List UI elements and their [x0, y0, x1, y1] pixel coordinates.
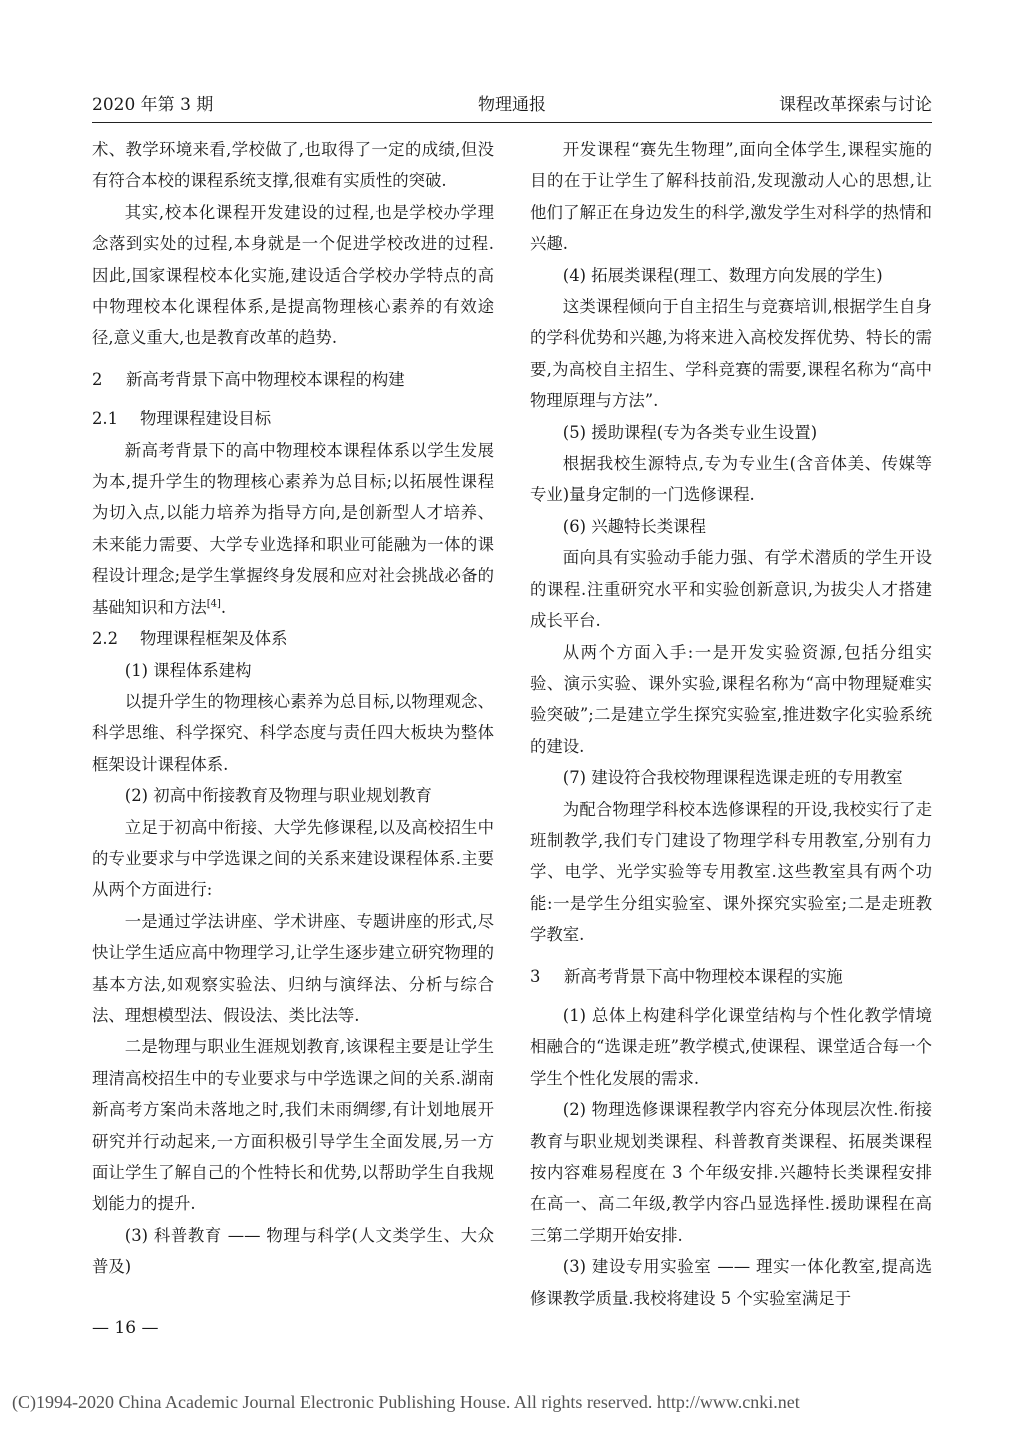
- paragraph: (3) 建设专用实验室 —— 理实一体化教室,提高选修课教学质量.我校将建设 5 个实验室满足于: [530, 1257, 932, 1308]
- column-title: 课程改革探索与讨论: [779, 95, 932, 115]
- subsection-heading: [92, 403, 494, 434]
- item-heading: (6) 兴趣特长类课程: [562, 516, 706, 536]
- section-title: 新高考背景下高中物理校本课程的构建: [126, 369, 405, 389]
- item-heading: (5) 援助课程(专为各类专业生设置): [562, 422, 818, 442]
- paragraph: 为配合物理学科校本选修课程的开设,我校实行了走班制教学,我们专门建设了物理学科专用教室,分别有力学、电学、光学实验等专用教室.这些教室具有两个功能:一是学生分组实验室、课外探究实验室;二是走班教学教室.: [530, 799, 932, 945]
- item-heading: (1) 课程体系建构: [124, 660, 252, 680]
- subsection-title: 物理课程框架及体系: [140, 629, 288, 649]
- subsection-number: 2.2: [92, 629, 119, 649]
- section-number: 3: [530, 966, 541, 986]
- item-heading: (2) 初高中衔接教育及物理与职业规划教育: [124, 786, 432, 806]
- right-column: [530, 134, 932, 1314]
- issue-label: 2020 年第 3 期: [92, 95, 214, 115]
- paragraph: 二是物理与职业生涯规划教育,该课程主要是让学生理清高校招生中的专业要求与中学选课之间的关系.湖南新高考方案尚未落地之时,我们未雨绸缪,有计划地展开研究并行动起来,一方面积极引导学生全面发展,另一方面让学生了解自己的个性特长和优势,以帮助学生自我规划能力的提升.: [92, 1037, 494, 1214]
- paragraph: 立足于初高中衔接、大学先修课程,以及高校招生中的专业要求与中学选课之间的关系来建设课程体系.主要从两个方面进行:: [92, 817, 494, 900]
- section-heading: [92, 364, 494, 395]
- paragraph: (2) 物理选修课课程教学内容充分体现层次性.衔接教育与职业规划类课程、科普教育类课程、拓展类课程按内容难易程度在 3 个年级安排.兴趣特长类课程安排在高一、高二年级,教学内容凸显选择性.援助课程在高三第二学期开始安排.: [530, 1100, 932, 1245]
- paragraph: 从两个方面入手:一是开发实验资源,包括分组实验、演示实验、课外实验,课程名称为“高中物理疑难实验突破”;二是建立学生探究实验室,推进数字化实验系统的建设.: [530, 642, 932, 756]
- copyright-footer: (C)1994-2020 China Academic Journal Electronic Publishing House. All rights reserved. http://www.cnki.net: [12, 1392, 800, 1412]
- item-heading: (3) 科普教育 —— 物理与科学(人文类学生、大众普及): [92, 1225, 494, 1277]
- subsection-title: 物理课程建设目标: [140, 409, 272, 429]
- page-number: — 16 —: [92, 1318, 159, 1338]
- paragraph: 根据我校生源特点,专为专业生(含音体美、传媒等专业)量身定制的一门选修课程.: [530, 454, 932, 505]
- section-title: 新高考背景下高中物理校本课程的实施: [564, 966, 843, 986]
- journal-title: 物理通报: [478, 95, 546, 115]
- item-heading: (4) 拓展类课程(理工、数理方向发展的学生): [562, 265, 883, 285]
- paragraph: [92, 435, 494, 623]
- subsection-heading: [92, 623, 494, 654]
- paragraph: 这类课程倾向于自主招生与竞赛培训,根据学生自身的学科优势和兴趣,为将来进入高校发挥优势、特长的需要,为高校自主招生、学科竞赛的需要,课程名称为“高中物理原理与方法”.: [530, 297, 932, 411]
- paragraph-end: .: [220, 597, 227, 617]
- subsection-number: 2.1: [92, 409, 119, 429]
- paragraph: 一是通过学法讲座、学术讲座、专题讲座的形式,尽快让学生适应高中物理学习,让学生逐步建立研究物理的基本方法,如观察实验法、归纳与演绎法、分析与综合法、理想模型法、假设法、类比法等.: [92, 911, 494, 1025]
- item-heading: (7) 建设符合我校物理课程选课走班的专用教室: [562, 768, 903, 788]
- paragraph: 面向具有实验动手能力强、有学术潜质的学生开设的课程.注重研究水平和实验创新意识,为拔尖人才搭建成长平台.: [530, 548, 932, 631]
- paragraph: 以提升学生的物理核心素养为总目标,以物理观念、科学思维、科学探究、科学态度与责任四大板块为整体框架设计课程体系.: [92, 691, 494, 774]
- paragraph-text: 新高考背景下的高中物理校本课程体系以学生发展为本,提升学生的物理核心素养为总目标;以拓展性课程为切入点,以能力培养为指导方向,是创新型人才培养、未来能力需要、大学专业选择和职业可能融为一体的课程设计理念;是学生掌握终身发展和应对社会挑战必备的基础知识和方法: [92, 440, 494, 617]
- section-number: 2: [92, 369, 103, 389]
- left-column: [92, 134, 494, 1283]
- paragraph: (1) 总体上构建科学化课堂结构与个性化教学情境相融合的“选课走班”教学模式,使课程、课堂适合每一个学生个性化发展的需求.: [530, 1005, 932, 1088]
- section-heading: [530, 961, 932, 992]
- citation-ref: [4]: [206, 598, 221, 610]
- paragraph: 术、教学环境来看,学校做了,也取得了一定的成绩,但没有符合本校的课程系统支撑,很难有实质性的突破.: [92, 140, 494, 191]
- paragraph: 开发课程“赛先生物理”,面向全体学生,课程实施的目的在于让学生了解科技前沿,发现激动人心的思想,让他们了解正在身边发生的科学,激发学生对科学的热情和兴趣.: [530, 140, 932, 254]
- paragraph: 其实,校本化课程开发建设的过程,也是学校办学理念落到实处的过程,本身就是一个促进学校改进的过程.因此,国家课程校本化实施,建设适合学校办学特点的高中物理校本化课程体系,是提高物理核心素养的有效途径,意义重大,也是教育改革的趋势.: [92, 202, 494, 348]
- running-header: [92, 88, 932, 123]
